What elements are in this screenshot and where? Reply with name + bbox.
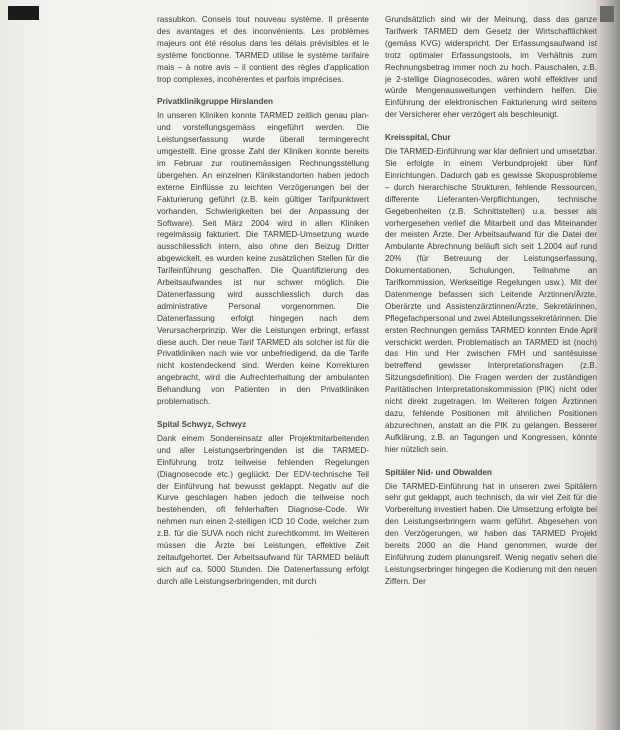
heading-chur: Kreisspital, Chur: [385, 133, 451, 143]
page-edge-shadow: [596, 0, 620, 730]
heading-schwyz: Spital Schwyz, Schwyz: [157, 420, 247, 429]
paragraph-intro-french: rassubkon. Conseis tout nouveau système. Il présente des avantages et des inconvénients. Les problèmes majeurs ont été résolus dans les délais prévisibles et le système fonctionne. TARMED utilise le système tarifaire mais – à notre avis – il contient des règles d'application trop complexes, incohérentes et parfois imprécises.: [157, 15, 369, 84]
paragraph-schwyz: Dank einem Sondereinsatz aller Projektmitarbeitenden und aller Leistungserbringenden ist die TARMED-Einführung trotz teilweise fehlenden Regelungen (Diagnosecode etc.) geglückt. Der EDV-technische Teil der Einführung hat bewusst geklappt. Negativ auf die Kurve geschlagen haben jedoch die teilweise noch bestehenden, oft fehlerhaften Diagnose-Code. Wir nehmen nun einen 2-stelligen ICD 10 Code, welcher zum z.B. für die SUVA noch nicht zurechtkommt. Im Weiteren müssen die Ärzte bei Leistungen, effektive Zeit zeitaufgehortet. Der Arbeitsaufwand für TARMED beläuft sich auf ca. 5000 Stunden. Die Datenerfassung erfolgt durch alle Leistungserbringenden, mit durch: [157, 433, 369, 586]
heading-hirslanden: Privatklinikgruppe Hirslanden: [157, 97, 274, 107]
black-marker-block: [8, 6, 39, 20]
paragraph-nid-obwalden: Die TARMED-Einführung hat in unseren zwei Spitälern sehr gut geklappt, auch technisch, da wir viel Zeit für die Vorbereitung investiert haben. Die Umsetzung erfolgte bei den Leistungserbringern warm geführt. Abgesehen von den Verzögerungen, wir haben das TARMED Projekt bereits 2000 an die Hand genommen, wurde der Einführung zudem planungsreif. Wenig negativ sehen die Leistungserbringer hingegen die Kodierung mit den neuen Ziffern. Der: [385, 481, 597, 586]
heading-nid-obwalden: Spitäler Nid- und Obwalden: [385, 467, 492, 477]
right-text-column: [385, 14, 597, 730]
left-text-column: [157, 14, 369, 730]
paragraph-hirslanden: In unseren Kliniken konnte TARMED zeitlich genau plan- und vorstellungsgemäss eingeführt werden. Die Leistungserfassung wurde überall termingerecht umgestellt. Eine grosse Zahl der Kliniken konnte bereits im Februar zur routinemässigen Rechnungsstellung übergehen. An einzelnen Klinikstandorten haben jedoch externe Einflüsse zu leichten Verzögerungen bei der Fakturierung geführt (z.B. kein gültiger Tarifpunktwert vorhanden, Schwierigkeiten bei der Anpassung der Software). Seit März 2004 wird in allen Kliniken regelmässig fakturiert. Die TARMED-Umsetzung wurde ausschliesslich intern, also ohne den Beizug Dritter abgewickelt, es wurden keine zusätzlichen Stellen für die Tarifeinführung geschaffen. Die Quantifizierung des Arbeitsaufwandes ist nur schwer möglich. Die Datenerfassung wird ausschliesslich durch das administrative Personal vorgenommen. Die Datenerfassung erfolgt hingegen nach dem Verursacherprinzip. Wer die Leistungen erbringt, erfasst diese auch. Der neue Tarif TARMED als solcher ist für die Privatkliniken nach wie vor unbefriedigend, da die Tarife nicht kostendeckend sind. Werden keine Korrekturen angebracht, wird die Aufrechterhaltung der ambulanten Behandlung von Patienten in den Privatkliniken problematisch.: [157, 111, 369, 407]
paragraph-schwyz-continued: Grundsätzlich sind wir der Meinung, dass das ganze Tarifwerk TARMED dem Gesetz der Wirtschaftlichkeit (gemäss KVG) widerspricht. Der Erfassungsaufwand ist trotz optimaler Erfassungstools, im Verhältnis zum Rechnungsbetrag immer noch zu hoch. Pauschalen, z.B. je 2-stellige Diagnosecodes, wären wohl effektiver und würde Mengenausweitungen verhindern helfen. Die Einführung der elektronischen Fakturierung wird seitens der Versicherer eher verzögert als beschleunigt.: [385, 15, 597, 120]
paragraph-chur: Die TARMED-Einführung war klar definiert und umsetzbar. Sie erfolgte in einem Verbundprojekt über fünf Einrichtungen. Dadurch gab es gewisse Skopusprobleme – durch hierarchische Strukturen, fehlende Ressourcen, differente Lieferanten-Verpflichtungen, technische Gegebenheiten (z.B. Schnittstellen) u.a. besser als vorhergesehen verlief die Mitarbeit und das Miteinander der meisten Ärzte. Der Arbeitsaufwand für die Datei der Ambulante Abrechnung beläuft sich seit 1.2004 auf rund 20% (für Betreuung der Leistungserfassung, Dokumentationen, Schulungen, Teilnahme an Tarifkommission, Werkseitige Regelungen usw.). Mit der Datenmenge befassen sich Leitende Arztinnen/Ärzte, Oberärzte und Assistenzärztinnen/Ärzte, Sekretärinnen, Pflegefachpersonal und zwei Abteilungssekretärinnen. Die ersten Rechnungen gemäss TARMED konnten Ende April verschickt werden. Problematisch an TARMED ist (noch) das Hin und Her zwischen FMH und santésuisse betreffend gewisser Interpretationsfragen (z.B. Sitzungsdefinition). Die Fragen werden der zuständigen Paritätischen Interpretationskommission (PIK) nicht oder nicht direkt zugetragen. Im Weiteren folgen Ärztinnen dazu, fehlende Positionen mit ähnlichen Positionen abzurechnen, anstatt an die PIK zu gelangen. Besserer Aufklärung, z.B. an Tagungen und Kongressen, könnte hier nützlich sein.: [385, 147, 597, 454]
page-tab-marker: [600, 6, 614, 22]
